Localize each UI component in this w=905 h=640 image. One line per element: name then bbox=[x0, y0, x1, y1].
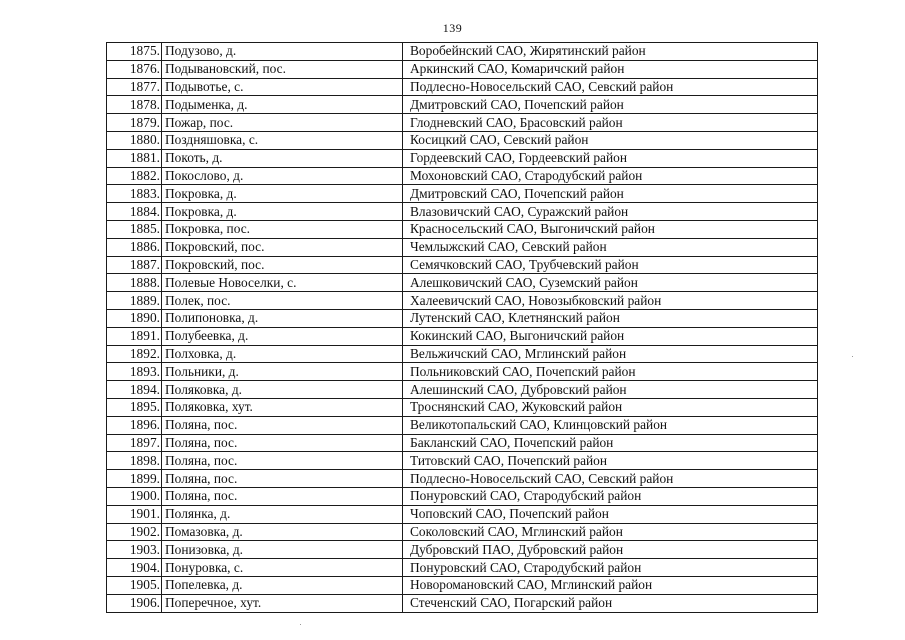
row-number: 1882. bbox=[107, 167, 162, 185]
administrative-unit: Стеченский САО, Погарский район bbox=[403, 594, 818, 612]
table-row bbox=[107, 345, 818, 363]
settlement-name: Полек, пос. bbox=[162, 292, 403, 310]
settlement-name: Полянка, д. bbox=[162, 505, 403, 523]
administrative-unit: Титовский САО, Почепский район bbox=[403, 452, 818, 470]
row-number: 1889. bbox=[107, 292, 162, 310]
table-row bbox=[107, 363, 818, 381]
page-number: 139 bbox=[442, 21, 463, 35]
administrative-unit: Глодневский САО, Брасовский район bbox=[403, 114, 818, 132]
table-row bbox=[107, 523, 818, 541]
settlement-name: Покослово, д. bbox=[162, 167, 403, 185]
settlement-name: Полубеевка, д. bbox=[162, 327, 403, 345]
settlement-name: Подывановский, пос. bbox=[162, 60, 403, 78]
row-number: 1875. bbox=[107, 43, 162, 61]
administrative-unit: Дмитровский САО, Почепский район bbox=[403, 96, 818, 114]
administrative-unit: Польниковский САО, Почепский район bbox=[403, 363, 818, 381]
settlement-name: Покровка, д. bbox=[162, 185, 403, 203]
administrative-unit: Кокинский САО, Выгоничский район bbox=[403, 327, 818, 345]
settlement-name: Подывотье, с. bbox=[162, 78, 403, 96]
settlement-name: Польники, д. bbox=[162, 363, 403, 381]
table-row bbox=[107, 381, 818, 399]
row-number: 1896. bbox=[107, 416, 162, 434]
table-row bbox=[107, 487, 818, 505]
settlement-name: Поляковка, д. bbox=[162, 381, 403, 399]
table-row bbox=[107, 78, 818, 96]
row-number: 1902. bbox=[107, 523, 162, 541]
table-row bbox=[107, 185, 818, 203]
settlement-name: Поляковка, хут. bbox=[162, 398, 403, 416]
settlement-name: Поляна, пос. bbox=[162, 416, 403, 434]
administrative-unit: Мохоновский САО, Стародубский район bbox=[403, 167, 818, 185]
row-number: 1892. bbox=[107, 345, 162, 363]
settlement-name: Покоть, д. bbox=[162, 149, 403, 167]
table-row bbox=[107, 203, 818, 221]
row-number: 1888. bbox=[107, 274, 162, 292]
settlement-name: Поляна, пос. bbox=[162, 434, 403, 452]
scan-speck bbox=[852, 356, 853, 357]
table-row bbox=[107, 167, 818, 185]
settlement-name: Покровка, пос. bbox=[162, 220, 403, 238]
settlement-name: Попелевка, д. bbox=[162, 576, 403, 594]
row-number: 1897. bbox=[107, 434, 162, 452]
settlements-table bbox=[106, 42, 818, 613]
settlement-name: Поляна, пос. bbox=[162, 487, 403, 505]
administrative-unit: Аркинский САО, Комаричский район bbox=[403, 60, 818, 78]
administrative-unit: Алешинский САО, Дубровский район bbox=[403, 381, 818, 399]
table-row bbox=[107, 220, 818, 238]
row-number: 1887. bbox=[107, 256, 162, 274]
settlement-name: Покровка, д. bbox=[162, 203, 403, 221]
table-row bbox=[107, 309, 818, 327]
administrative-unit: Великотопальский САО, Клинцовский район bbox=[403, 416, 818, 434]
table-row bbox=[107, 131, 818, 149]
row-number: 1900. bbox=[107, 487, 162, 505]
row-number: 1893. bbox=[107, 363, 162, 381]
settlement-name: Поздняшовка, с. bbox=[162, 131, 403, 149]
table-row bbox=[107, 256, 818, 274]
row-number: 1885. bbox=[107, 220, 162, 238]
row-number: 1894. bbox=[107, 381, 162, 399]
row-number: 1877. bbox=[107, 78, 162, 96]
table-row bbox=[107, 452, 818, 470]
settlement-name: Пожар, пос. bbox=[162, 114, 403, 132]
administrative-unit: Подлесно-Новосельский САО, Севский район bbox=[403, 78, 818, 96]
row-number: 1884. bbox=[107, 203, 162, 221]
table-row bbox=[107, 114, 818, 132]
administrative-unit: Чемлыжский САО, Севский район bbox=[403, 238, 818, 256]
table-row bbox=[107, 541, 818, 559]
settlements-table-body bbox=[107, 43, 818, 613]
row-number: 1876. bbox=[107, 60, 162, 78]
row-number: 1890. bbox=[107, 309, 162, 327]
row-number: 1904. bbox=[107, 559, 162, 577]
administrative-unit: Влазовичский САО, Суражский район bbox=[403, 203, 818, 221]
row-number: 1906. bbox=[107, 594, 162, 612]
row-number: 1879. bbox=[107, 114, 162, 132]
row-number: 1905. bbox=[107, 576, 162, 594]
administrative-unit: Косицкий САО, Севский район bbox=[403, 131, 818, 149]
row-number: 1903. bbox=[107, 541, 162, 559]
row-number: 1899. bbox=[107, 470, 162, 488]
table-row bbox=[107, 274, 818, 292]
settlement-name: Подузово, д. bbox=[162, 43, 403, 61]
scan-speck bbox=[300, 624, 301, 625]
administrative-unit: Семячковский САО, Трубчевский район bbox=[403, 256, 818, 274]
table-row bbox=[107, 434, 818, 452]
row-number: 1883. bbox=[107, 185, 162, 203]
administrative-unit: Понуровский САО, Стародубский район bbox=[403, 487, 818, 505]
administrative-unit: Дмитровский САО, Почепский район bbox=[403, 185, 818, 203]
settlement-name: Покровский, пос. bbox=[162, 238, 403, 256]
row-number: 1895. bbox=[107, 398, 162, 416]
administrative-unit: Соколовский САО, Мглинский район bbox=[403, 523, 818, 541]
administrative-unit: Дубровский ПАО, Дубровский район bbox=[403, 541, 818, 559]
administrative-unit: Бакланский САО, Почепский район bbox=[403, 434, 818, 452]
settlement-name: Подыменка, д. bbox=[162, 96, 403, 114]
administrative-unit: Вельжичский САО, Мглинский район bbox=[403, 345, 818, 363]
row-number: 1878. bbox=[107, 96, 162, 114]
settlement-name: Полевые Новоселки, с. bbox=[162, 274, 403, 292]
table-row bbox=[107, 292, 818, 310]
row-number: 1891. bbox=[107, 327, 162, 345]
administrative-unit: Халеевичский САО, Новозыбковский район bbox=[403, 292, 818, 310]
settlement-name: Полипоновка, д. bbox=[162, 309, 403, 327]
row-number: 1886. bbox=[107, 238, 162, 256]
table-row bbox=[107, 96, 818, 114]
administrative-unit: Троснянский САО, Жуковский район bbox=[403, 398, 818, 416]
settlement-name: Понизовка, д. bbox=[162, 541, 403, 559]
administrative-unit: Понуровский САО, Стародубский район bbox=[403, 559, 818, 577]
settlement-name: Поляна, пос. bbox=[162, 452, 403, 470]
table-row bbox=[107, 559, 818, 577]
table-row bbox=[107, 238, 818, 256]
administrative-unit: Новоромановский САО, Мглинский район bbox=[403, 576, 818, 594]
table-row bbox=[107, 416, 818, 434]
administrative-unit: Чоповский САО, Почепский район bbox=[403, 505, 818, 523]
administrative-unit: Подлесно-Новосельский САО, Севский район bbox=[403, 470, 818, 488]
table-row bbox=[107, 470, 818, 488]
settlement-name: Полховка, д. bbox=[162, 345, 403, 363]
settlement-name: Поляна, пос. bbox=[162, 470, 403, 488]
settlement-name: Понуровка, с. bbox=[162, 559, 403, 577]
table-row bbox=[107, 149, 818, 167]
table-row bbox=[107, 576, 818, 594]
row-number: 1898. bbox=[107, 452, 162, 470]
administrative-unit: Лутенский САО, Клетнянский район bbox=[403, 309, 818, 327]
table-row bbox=[107, 43, 818, 61]
administrative-unit: Воробейнский САО, Жирятинский район bbox=[403, 43, 818, 61]
administrative-unit: Красносельский САО, Выгоничский район bbox=[403, 220, 818, 238]
table-row bbox=[107, 60, 818, 78]
administrative-unit: Алешковичский САО, Суземский район bbox=[403, 274, 818, 292]
administrative-unit: Гордеевский САО, Гордеевский район bbox=[403, 149, 818, 167]
row-number: 1880. bbox=[107, 131, 162, 149]
table-row bbox=[107, 594, 818, 612]
table-row bbox=[107, 327, 818, 345]
row-number: 1901. bbox=[107, 505, 162, 523]
row-number: 1881. bbox=[107, 149, 162, 167]
settlement-name: Покровский, пос. bbox=[162, 256, 403, 274]
settlement-name: Поперечное, хут. bbox=[162, 594, 403, 612]
table-row bbox=[107, 505, 818, 523]
settlement-name: Помазовка, д. bbox=[162, 523, 403, 541]
table-row bbox=[107, 398, 818, 416]
